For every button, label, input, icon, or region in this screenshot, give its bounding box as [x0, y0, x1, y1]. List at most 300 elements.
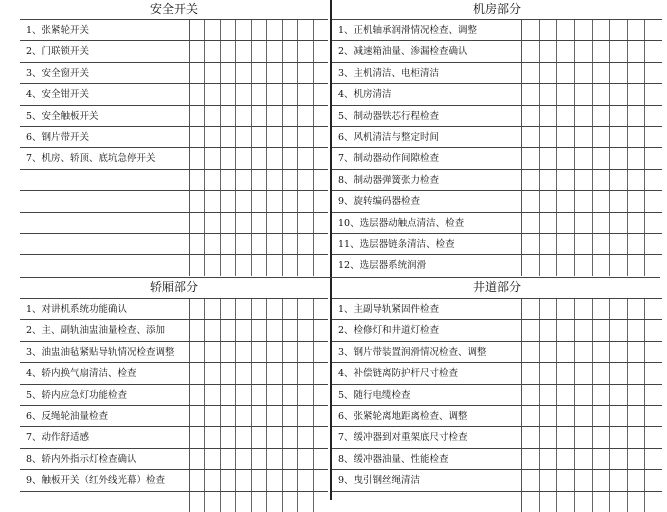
check-cell[interactable]	[610, 427, 628, 447]
check-cell[interactable]	[298, 385, 313, 405]
check-cell[interactable]	[557, 41, 575, 61]
check-cell[interactable]	[645, 255, 662, 275]
check-cell[interactable]	[221, 234, 236, 254]
check-cell[interactable]	[267, 342, 282, 362]
check-cell[interactable]	[522, 320, 540, 340]
check-cell[interactable]	[522, 84, 540, 104]
check-cell[interactable]	[540, 299, 558, 319]
check-cell[interactable]	[575, 191, 593, 211]
check-cell[interactable]	[575, 406, 593, 426]
check-cell[interactable]	[252, 106, 267, 126]
check-cell[interactable]	[298, 255, 313, 275]
check-cell[interactable]	[190, 342, 205, 362]
check-cell[interactable]	[628, 342, 646, 362]
check-cell[interactable]	[298, 170, 313, 190]
check-cell[interactable]	[522, 470, 540, 490]
check-cell[interactable]	[283, 20, 298, 40]
check-cell[interactable]	[575, 20, 593, 40]
check-cell[interactable]	[221, 299, 236, 319]
check-cell[interactable]	[645, 148, 662, 168]
check-cell[interactable]	[557, 406, 575, 426]
check-cell[interactable]	[236, 20, 251, 40]
check-cell[interactable]	[252, 41, 267, 61]
check-cell[interactable]	[593, 20, 611, 40]
check-cell[interactable]	[314, 299, 328, 319]
check-cell[interactable]	[575, 148, 593, 168]
check-cell[interactable]	[298, 234, 313, 254]
check-cell[interactable]	[575, 470, 593, 490]
check-cell[interactable]	[557, 213, 575, 233]
check-cell[interactable]	[610, 385, 628, 405]
check-cell[interactable]	[190, 449, 205, 469]
check-cell[interactable]	[221, 255, 236, 275]
check-cell[interactable]	[236, 406, 251, 426]
check-cell[interactable]	[221, 492, 236, 512]
check-cell[interactable]	[645, 234, 662, 254]
check-cell[interactable]	[628, 255, 646, 275]
check-cell[interactable]	[298, 41, 313, 61]
check-cell[interactable]	[610, 406, 628, 426]
check-cell[interactable]	[252, 342, 267, 362]
check-cell[interactable]	[557, 170, 575, 190]
check-cell[interactable]	[557, 427, 575, 447]
check-cell[interactable]	[522, 427, 540, 447]
check-cell[interactable]	[557, 106, 575, 126]
check-cell[interactable]	[205, 234, 220, 254]
check-cell[interactable]	[593, 170, 611, 190]
check-cell[interactable]	[593, 106, 611, 126]
check-cell[interactable]	[314, 213, 328, 233]
check-cell[interactable]	[628, 470, 646, 490]
check-cell[interactable]	[557, 320, 575, 340]
check-cell[interactable]	[610, 106, 628, 126]
check-cell[interactable]	[575, 84, 593, 104]
check-cell[interactable]	[593, 148, 611, 168]
check-cell[interactable]	[221, 385, 236, 405]
check-cell[interactable]	[314, 148, 328, 168]
check-cell[interactable]	[236, 106, 251, 126]
check-cell[interactable]	[205, 342, 220, 362]
check-cell[interactable]	[540, 170, 558, 190]
check-cell[interactable]	[267, 20, 282, 40]
check-cell[interactable]	[283, 234, 298, 254]
check-cell[interactable]	[252, 127, 267, 147]
check-cell[interactable]	[190, 255, 205, 275]
check-cell[interactable]	[267, 213, 282, 233]
check-cell[interactable]	[267, 106, 282, 126]
check-cell[interactable]	[221, 170, 236, 190]
check-cell[interactable]	[557, 191, 575, 211]
check-cell[interactable]	[628, 213, 646, 233]
check-cell[interactable]	[236, 342, 251, 362]
check-cell[interactable]	[610, 234, 628, 254]
check-cell[interactable]	[205, 41, 220, 61]
check-cell[interactable]	[314, 320, 328, 340]
check-cell[interactable]	[540, 406, 558, 426]
check-cell[interactable]	[283, 213, 298, 233]
check-cell[interactable]	[522, 20, 540, 40]
check-cell[interactable]	[522, 213, 540, 233]
check-cell[interactable]	[205, 363, 220, 383]
check-cell[interactable]	[221, 449, 236, 469]
check-cell[interactable]	[557, 255, 575, 275]
check-cell[interactable]	[298, 20, 313, 40]
check-cell[interactable]	[236, 255, 251, 275]
check-cell[interactable]	[540, 84, 558, 104]
check-cell[interactable]	[314, 127, 328, 147]
check-cell[interactable]	[645, 470, 662, 490]
check-cell[interactable]	[205, 406, 220, 426]
check-cell[interactable]	[557, 127, 575, 147]
check-cell[interactable]	[252, 170, 267, 190]
check-cell[interactable]	[593, 449, 611, 469]
check-cell[interactable]	[236, 84, 251, 104]
check-cell[interactable]	[557, 342, 575, 362]
check-cell[interactable]	[283, 492, 298, 512]
check-cell[interactable]	[610, 492, 628, 512]
check-cell[interactable]	[557, 385, 575, 405]
check-cell[interactable]	[267, 492, 282, 512]
check-cell[interactable]	[205, 470, 220, 490]
check-cell[interactable]	[575, 492, 593, 512]
check-cell[interactable]	[190, 191, 205, 211]
check-cell[interactable]	[236, 234, 251, 254]
check-cell[interactable]	[267, 449, 282, 469]
check-cell[interactable]	[221, 191, 236, 211]
check-cell[interactable]	[575, 299, 593, 319]
check-cell[interactable]	[236, 213, 251, 233]
check-cell[interactable]	[221, 63, 236, 83]
check-cell[interactable]	[298, 84, 313, 104]
check-cell[interactable]	[205, 320, 220, 340]
check-cell[interactable]	[575, 320, 593, 340]
check-cell[interactable]	[610, 213, 628, 233]
check-cell[interactable]	[557, 299, 575, 319]
check-cell[interactable]	[540, 470, 558, 490]
check-cell[interactable]	[236, 63, 251, 83]
check-cell[interactable]	[557, 363, 575, 383]
check-cell[interactable]	[314, 470, 328, 490]
check-cell[interactable]	[221, 20, 236, 40]
check-cell[interactable]	[298, 106, 313, 126]
check-cell[interactable]	[205, 106, 220, 126]
check-cell[interactable]	[628, 106, 646, 126]
check-cell[interactable]	[540, 427, 558, 447]
check-cell[interactable]	[283, 148, 298, 168]
check-cell[interactable]	[267, 363, 282, 383]
check-cell[interactable]	[522, 127, 540, 147]
check-cell[interactable]	[575, 342, 593, 362]
check-cell[interactable]	[252, 84, 267, 104]
check-cell[interactable]	[205, 20, 220, 40]
check-cell[interactable]	[205, 148, 220, 168]
check-cell[interactable]	[610, 299, 628, 319]
check-cell[interactable]	[236, 127, 251, 147]
check-cell[interactable]	[267, 406, 282, 426]
check-cell[interactable]	[610, 63, 628, 83]
check-cell[interactable]	[252, 385, 267, 405]
check-cell[interactable]	[298, 342, 313, 362]
check-cell[interactable]	[645, 127, 662, 147]
check-cell[interactable]	[628, 170, 646, 190]
check-cell[interactable]	[298, 492, 313, 512]
check-cell[interactable]	[645, 427, 662, 447]
check-cell[interactable]	[205, 84, 220, 104]
check-cell[interactable]	[645, 63, 662, 83]
check-cell[interactable]	[252, 492, 267, 512]
check-cell[interactable]	[314, 63, 328, 83]
check-cell[interactable]	[221, 213, 236, 233]
check-cell[interactable]	[314, 20, 328, 40]
check-cell[interactable]	[628, 84, 646, 104]
check-cell[interactable]	[252, 20, 267, 40]
check-cell[interactable]	[283, 449, 298, 469]
check-cell[interactable]	[540, 492, 558, 512]
check-cell[interactable]	[540, 63, 558, 83]
check-cell[interactable]	[522, 106, 540, 126]
check-cell[interactable]	[221, 406, 236, 426]
check-cell[interactable]	[190, 234, 205, 254]
check-cell[interactable]	[252, 406, 267, 426]
check-cell[interactable]	[557, 20, 575, 40]
check-cell[interactable]	[205, 127, 220, 147]
check-cell[interactable]	[221, 320, 236, 340]
check-cell[interactable]	[522, 234, 540, 254]
check-cell[interactable]	[267, 41, 282, 61]
check-cell[interactable]	[645, 299, 662, 319]
check-cell[interactable]	[252, 470, 267, 490]
check-cell[interactable]	[522, 299, 540, 319]
check-cell[interactable]	[190, 385, 205, 405]
check-cell[interactable]	[236, 41, 251, 61]
check-cell[interactable]	[252, 320, 267, 340]
check-cell[interactable]	[221, 427, 236, 447]
check-cell[interactable]	[557, 63, 575, 83]
check-cell[interactable]	[645, 213, 662, 233]
check-cell[interactable]	[540, 41, 558, 61]
check-cell[interactable]	[628, 63, 646, 83]
check-cell[interactable]	[540, 106, 558, 126]
check-cell[interactable]	[575, 234, 593, 254]
check-cell[interactable]	[190, 63, 205, 83]
check-cell[interactable]	[236, 449, 251, 469]
check-cell[interactable]	[283, 406, 298, 426]
check-cell[interactable]	[205, 427, 220, 447]
check-cell[interactable]	[645, 20, 662, 40]
check-cell[interactable]	[267, 148, 282, 168]
check-cell[interactable]	[557, 84, 575, 104]
check-cell[interactable]	[540, 148, 558, 168]
check-cell[interactable]	[610, 148, 628, 168]
check-cell[interactable]	[557, 148, 575, 168]
check-cell[interactable]	[522, 63, 540, 83]
check-cell[interactable]	[205, 191, 220, 211]
check-cell[interactable]	[522, 255, 540, 275]
check-cell[interactable]	[314, 363, 328, 383]
check-cell[interactable]	[575, 385, 593, 405]
check-cell[interactable]	[298, 191, 313, 211]
check-cell[interactable]	[522, 492, 540, 512]
check-cell[interactable]	[267, 299, 282, 319]
check-cell[interactable]	[522, 342, 540, 362]
check-cell[interactable]	[540, 342, 558, 362]
check-cell[interactable]	[190, 20, 205, 40]
check-cell[interactable]	[557, 234, 575, 254]
check-cell[interactable]	[593, 320, 611, 340]
check-cell[interactable]	[593, 255, 611, 275]
check-cell[interactable]	[575, 41, 593, 61]
check-cell[interactable]	[236, 363, 251, 383]
check-cell[interactable]	[205, 213, 220, 233]
check-cell[interactable]	[267, 255, 282, 275]
check-cell[interactable]	[540, 234, 558, 254]
check-cell[interactable]	[522, 41, 540, 61]
check-cell[interactable]	[221, 342, 236, 362]
check-cell[interactable]	[575, 106, 593, 126]
check-cell[interactable]	[540, 213, 558, 233]
check-cell[interactable]	[593, 213, 611, 233]
check-cell[interactable]	[593, 342, 611, 362]
check-cell[interactable]	[540, 20, 558, 40]
check-cell[interactable]	[236, 470, 251, 490]
check-cell[interactable]	[236, 148, 251, 168]
check-cell[interactable]	[267, 427, 282, 447]
check-cell[interactable]	[540, 191, 558, 211]
check-cell[interactable]	[298, 148, 313, 168]
check-cell[interactable]	[283, 170, 298, 190]
check-cell[interactable]	[522, 385, 540, 405]
check-cell[interactable]	[267, 63, 282, 83]
check-cell[interactable]	[593, 363, 611, 383]
check-cell[interactable]	[283, 84, 298, 104]
check-cell[interactable]	[628, 427, 646, 447]
check-cell[interactable]	[645, 170, 662, 190]
check-cell[interactable]	[205, 63, 220, 83]
check-cell[interactable]	[221, 41, 236, 61]
check-cell[interactable]	[298, 320, 313, 340]
check-cell[interactable]	[645, 41, 662, 61]
check-cell[interactable]	[593, 299, 611, 319]
check-cell[interactable]	[628, 234, 646, 254]
check-cell[interactable]	[314, 234, 328, 254]
check-cell[interactable]	[190, 41, 205, 61]
check-cell[interactable]	[522, 363, 540, 383]
check-cell[interactable]	[314, 427, 328, 447]
check-cell[interactable]	[221, 148, 236, 168]
check-cell[interactable]	[540, 320, 558, 340]
check-cell[interactable]	[610, 127, 628, 147]
check-cell[interactable]	[283, 427, 298, 447]
check-cell[interactable]	[593, 84, 611, 104]
check-cell[interactable]	[190, 106, 205, 126]
check-cell[interactable]	[267, 191, 282, 211]
check-cell[interactable]	[610, 320, 628, 340]
check-cell[interactable]	[628, 449, 646, 469]
check-cell[interactable]	[522, 170, 540, 190]
check-cell[interactable]	[190, 299, 205, 319]
check-cell[interactable]	[236, 299, 251, 319]
check-cell[interactable]	[540, 127, 558, 147]
check-cell[interactable]	[522, 191, 540, 211]
check-cell[interactable]	[645, 106, 662, 126]
check-cell[interactable]	[557, 492, 575, 512]
check-cell[interactable]	[298, 213, 313, 233]
check-cell[interactable]	[628, 191, 646, 211]
check-cell[interactable]	[628, 148, 646, 168]
check-cell[interactable]	[575, 127, 593, 147]
check-cell[interactable]	[267, 84, 282, 104]
check-cell[interactable]	[522, 406, 540, 426]
check-cell[interactable]	[645, 406, 662, 426]
check-cell[interactable]	[628, 299, 646, 319]
check-cell[interactable]	[236, 427, 251, 447]
check-cell[interactable]	[575, 363, 593, 383]
check-cell[interactable]	[593, 492, 611, 512]
check-cell[interactable]	[283, 106, 298, 126]
check-cell[interactable]	[645, 385, 662, 405]
check-cell[interactable]	[298, 449, 313, 469]
check-cell[interactable]	[283, 255, 298, 275]
check-cell[interactable]	[190, 492, 205, 512]
check-cell[interactable]	[522, 148, 540, 168]
check-cell[interactable]	[205, 255, 220, 275]
check-cell[interactable]	[645, 84, 662, 104]
check-cell[interactable]	[190, 148, 205, 168]
check-cell[interactable]	[540, 363, 558, 383]
check-cell[interactable]	[205, 449, 220, 469]
check-cell[interactable]	[252, 255, 267, 275]
check-cell[interactable]	[557, 449, 575, 469]
check-cell[interactable]	[593, 234, 611, 254]
check-cell[interactable]	[283, 299, 298, 319]
check-cell[interactable]	[628, 127, 646, 147]
check-cell[interactable]	[645, 492, 662, 512]
check-cell[interactable]	[314, 342, 328, 362]
check-cell[interactable]	[314, 449, 328, 469]
check-cell[interactable]	[645, 342, 662, 362]
check-cell[interactable]	[593, 127, 611, 147]
check-cell[interactable]	[283, 363, 298, 383]
check-cell[interactable]	[298, 427, 313, 447]
check-cell[interactable]	[236, 170, 251, 190]
check-cell[interactable]	[252, 363, 267, 383]
check-cell[interactable]	[298, 299, 313, 319]
check-cell[interactable]	[221, 470, 236, 490]
check-cell[interactable]	[610, 342, 628, 362]
check-cell[interactable]	[252, 299, 267, 319]
check-cell[interactable]	[283, 470, 298, 490]
check-cell[interactable]	[628, 20, 646, 40]
check-cell[interactable]	[267, 470, 282, 490]
check-cell[interactable]	[236, 320, 251, 340]
check-cell[interactable]	[236, 191, 251, 211]
check-cell[interactable]	[283, 385, 298, 405]
check-cell[interactable]	[283, 41, 298, 61]
check-cell[interactable]	[283, 342, 298, 362]
check-cell[interactable]	[628, 363, 646, 383]
check-cell[interactable]	[575, 449, 593, 469]
check-cell[interactable]	[298, 406, 313, 426]
check-cell[interactable]	[610, 41, 628, 61]
check-cell[interactable]	[267, 385, 282, 405]
check-cell[interactable]	[252, 449, 267, 469]
check-cell[interactable]	[298, 63, 313, 83]
check-cell[interactable]	[540, 449, 558, 469]
check-cell[interactable]	[205, 385, 220, 405]
check-cell[interactable]	[205, 492, 220, 512]
check-cell[interactable]	[645, 320, 662, 340]
check-cell[interactable]	[522, 449, 540, 469]
